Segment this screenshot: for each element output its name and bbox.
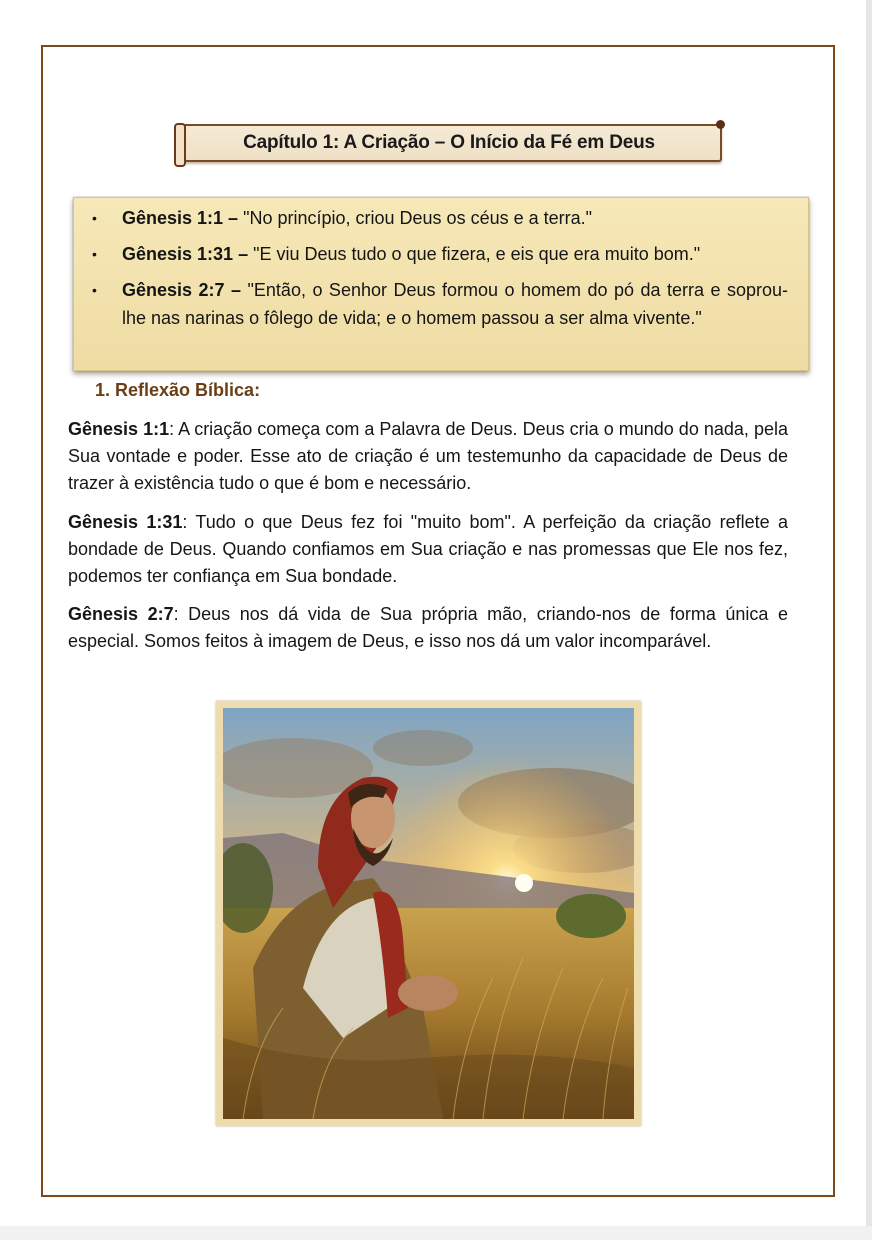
reflection-text: : Deus nos dá vida de Sua própria mão, criando-nos de forma única e especial. Somos feitos à imagem de Deus, e isso nos dá um valor incomparável. bbox=[68, 604, 788, 651]
verse-text: "Então, o Senhor Deus formou o homem do pó da terra e soprou-lhe nas narinas o fôlego de vida; e o homem passou a ser alma vivente." bbox=[122, 280, 789, 328]
reflection-reference: Gênesis 1:1 bbox=[68, 419, 170, 439]
bullet-icon: • bbox=[92, 210, 97, 226]
verse-item bbox=[88, 276, 788, 332]
verse-item bbox=[88, 240, 788, 268]
verse-reference: Gênesis 1:1 – bbox=[122, 208, 239, 228]
section-heading: 1. Reflexão Bíblica: bbox=[95, 380, 261, 400]
illustration-image bbox=[223, 708, 634, 1119]
page-shadow-bottom bbox=[0, 1226, 872, 1240]
reflection-paragraph bbox=[68, 601, 788, 655]
bullet-icon: • bbox=[92, 246, 97, 262]
verse-reference: Gênesis 2:7 – bbox=[122, 280, 242, 300]
reflection-reference: Gênesis 1:31 bbox=[68, 512, 183, 532]
verse-item bbox=[88, 204, 788, 232]
verse-text: "E viu Deus tudo o que fizera, e eis que era muito bom." bbox=[248, 244, 701, 264]
verse-reference: Gênesis 1:31 – bbox=[122, 244, 249, 264]
verse-list bbox=[74, 198, 808, 332]
reflection-paragraph bbox=[68, 416, 788, 497]
reflection-text: : A criação começa com a Palavra de Deus. Deus cria o mundo do nada, pela Sua vontade e poder. Esse ato de criação é um testemunho da capacidade de Deus de trazer à existência tudo o que é bom e necessário. bbox=[68, 419, 788, 493]
page-shadow bbox=[866, 0, 872, 1228]
bullet-icon: • bbox=[92, 282, 97, 298]
chapter-title: Capítulo 1: A Criação – O Início da Fé em Deus bbox=[243, 132, 655, 153]
verse-callout-box bbox=[73, 197, 809, 371]
illustration-frame bbox=[216, 701, 641, 1126]
verse-text: "No princípio, criou Deus os céus e a terra." bbox=[238, 208, 593, 228]
scroll-curl-right-icon bbox=[716, 120, 725, 129]
reflection-text: : Tudo o que Deus fez foi "muito bom". A perfeição da criação reflete a bondade de Deus. Quando confiamos em Sua criação e nas promessas que Ele nos fez, podemos ter confiança em Sua bondade. bbox=[68, 512, 788, 586]
reflection-reference: Gênesis 2:7 bbox=[68, 604, 174, 624]
chapter-title-banner bbox=[176, 124, 722, 162]
reflection-paragraph bbox=[68, 509, 788, 590]
scroll-curl-left-icon bbox=[174, 123, 186, 167]
